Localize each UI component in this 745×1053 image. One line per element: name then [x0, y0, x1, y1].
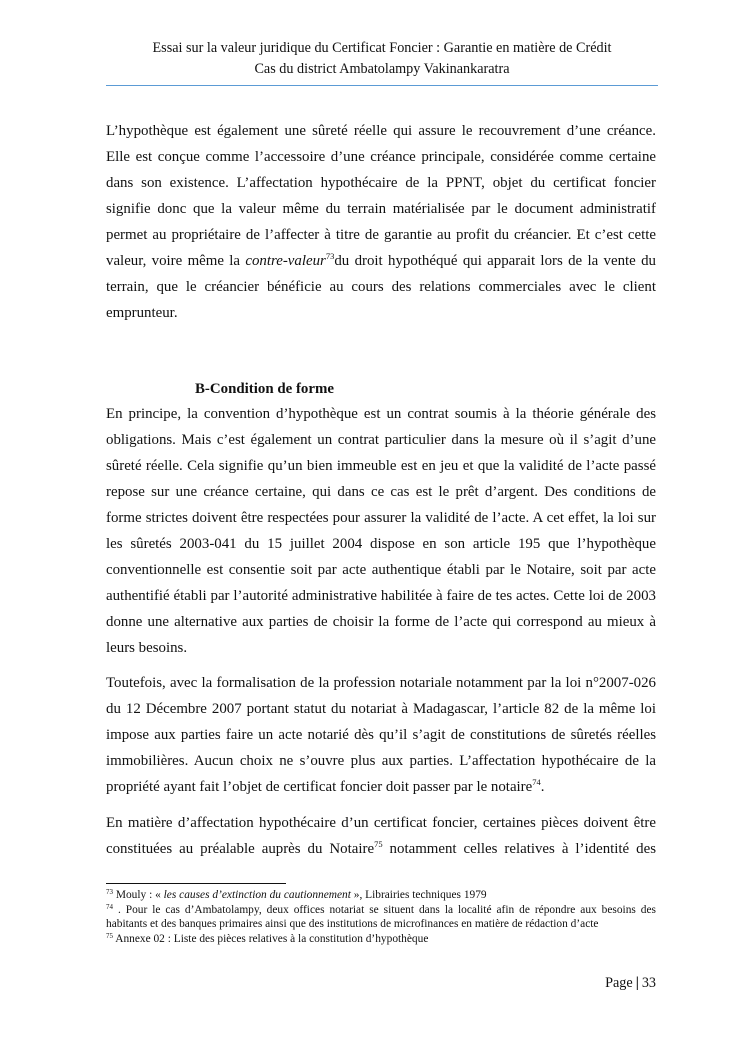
header-subtitle-line: Cas du district Ambatolampy Vakinankaratra	[254, 61, 510, 77]
footnote-number: 75	[106, 931, 113, 940]
footnote-ref-74[interactable]: 74	[532, 777, 541, 787]
paragraph-text-part: notamment celles relatives à l’identité des	[382, 841, 656, 857]
page-separator: |	[635, 975, 639, 991]
footnote-74	[106, 903, 656, 932]
paragraph-text-part: du droit hypothéqué qui apparait lors de la vente du terrain, que le créancier bénéficie au cours des relations commerciales avec le client emprunteur.	[106, 253, 657, 321]
paragraph-text: En principe, la convention d’hypothèque est un contrat soumis à la théorie générale des obligations. Mais c’est également un contrat particulier dans la mesure où il s’agit d’une sûreté réelle. Cela signifie qu’un bien immeuble est en jeu et que la validité de l’acte passé repose sur une créance certaine, qui dans ce cas est le prêt d’argent. Des conditions de forme strictes doivent être respectées pour assurer la validité de l’acte. A cet effet, la loi sur les sûretés 2003-041 du 15 juillet 2004 dispose en son article 195 que l’hypothèque conventionnelle est consentie soit par acte authentique établi par le Notaire, soit par acte authentifié établi par l’autorité administrative habilitée à faire de tes actes. Cette loi de 2003 donne une alternative aux parties de choisir la forme de l’acte qui correspond au mieux à leurs besoins.	[106, 406, 656, 656]
paragraph-text-part: Toutefois, avec la formalisation de la profession notariale notamment par la loi n°2007-026 du 12 Décembre 2007 portant statut du notariat à Madagascar, l’article 82 de la même loi impose aux parties faire un acte notarié dès qu’il s’agit de constitutions de sûretés réelles immobilières. Aucun choix ne s’ouvre plus aux parties. L’affectation hypothécaire de la propriété ayant fait l’objet de certificat foncier doit passer par le notaire	[106, 675, 656, 795]
paragraph-pieces-notaire	[106, 810, 656, 862]
paragraph-text	[106, 810, 656, 862]
page-number	[605, 974, 656, 992]
footnote-75	[106, 932, 656, 947]
header-title-line: Essai sur la valeur juridique du Certificat Foncier : Garantie en matière de Crédit	[152, 40, 612, 56]
paragraph-text	[106, 118, 656, 326]
footnote-73	[106, 888, 656, 903]
footnote-number: 73	[106, 888, 113, 896]
footnote-text: Annexe 02 : Liste des pièces relatives à la constitution d’hypothèque	[113, 932, 429, 945]
paragraph-hypotheque-definition	[106, 118, 656, 326]
footnotes-section	[106, 888, 656, 946]
paragraph-condition-de-forme	[106, 401, 656, 661]
page-label: Page	[605, 975, 633, 991]
paragraph-text	[106, 670, 656, 800]
footnote-divider	[106, 883, 286, 884]
footnote-text: », Librairies techniques 1979	[350, 889, 487, 901]
paragraph-text-part: L’hypothèque est également une sûreté réelle qui assure le recouvrement d’une créance. Elle est conçue comme l’accessoire d’une créance principale, considérée comme certaine dans son existence. L’affectation hypothécaire de la PPNT, objet du certificat foncier signifie donc que la valeur même du terrain matérialisée par le document administratif permet au propriétaire de l’affecter à titre de garantie au profit du créancier. Et c’est cette valeur, voire même la	[106, 123, 656, 269]
footnote-title: les causes d’extinction du cautionnement	[163, 889, 351, 901]
paragraph-text-part: En matière d’affectation hypothécaire d’un certificat foncier, certaines pièces doivent être constituées au préalable auprès du Notaire	[106, 815, 656, 857]
footnote-text: . Pour le cas d’Ambatolampy, deux offices notariat se situent dans la localité afin de répondre aux besoins des habitants et des banques primaires ainsi que des institutions de microfinances en matière de rédaction d’acte	[106, 903, 656, 930]
footnote-ref-75[interactable]: 75	[374, 839, 383, 849]
running-header	[106, 38, 658, 80]
section-heading: B-Condition de forme	[195, 381, 334, 397]
footnote-number: 74	[106, 902, 113, 911]
footnote-ref-73[interactable]: 73	[325, 251, 335, 261]
paragraph-notariat	[106, 670, 656, 800]
footnote-text: Mouly : «	[113, 889, 164, 901]
page-number-value: 33	[641, 975, 656, 991]
paragraph-text-part: .	[540, 779, 545, 795]
header-divider	[106, 85, 658, 86]
emphasis-contre-valeur: contre-valeur	[245, 253, 326, 269]
